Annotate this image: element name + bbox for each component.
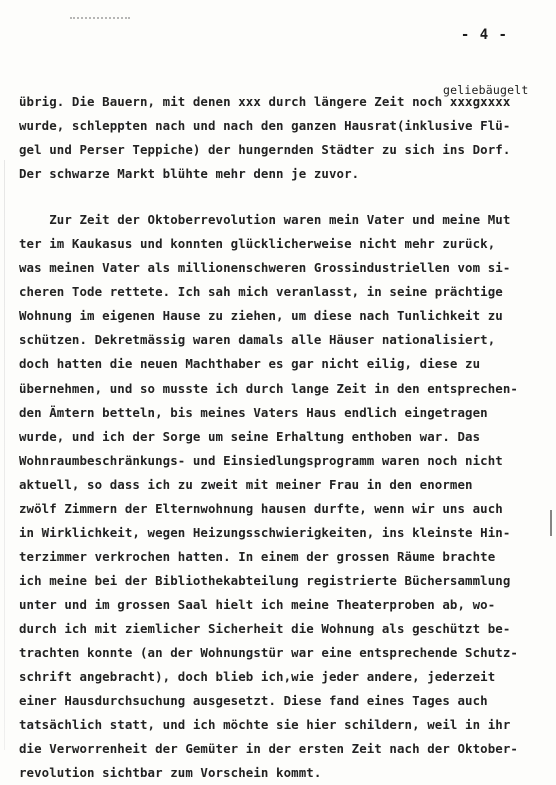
text-line: die Verworrenheit der Gemüter in der ersten Zeit nach der Oktober- <box>19 741 518 757</box>
text-line: Wohnung im eigenen Hause zu ziehen, um diese nach Tunlichkeit zu <box>19 308 503 324</box>
text-line: trachten konnte (an der Wohnungstür war eine entsprechende Schutz- <box>19 645 518 661</box>
text-line: cheren Tode rettete. Ich sah mich veranlasst, in seine prächtige <box>19 284 503 300</box>
text-line: ich meine bei der Bibliothekabteilung registrierte Büchersammlung <box>19 572 511 588</box>
text-line: wurde, und ich der Sorge um seine Erhaltung enthoben war. Das <box>19 428 481 444</box>
text-line <box>19 186 549 208</box>
text-line: terzimmer verkrochen hatten. In einem der grossen Räume brachte <box>19 548 496 564</box>
text-line: durch ich mit ziemlicher Sicherheit die Wohnung als geschützt be- <box>19 620 511 636</box>
text-line: übrig. Die Bauern, mit denen xxx durch längere Zeit noch xxxgxxxx <box>19 94 511 109</box>
text-line: übernehmen, und so musste ich durch lange Zeit in den entsprechen- <box>19 380 518 396</box>
page-top-smudge <box>70 17 130 22</box>
left-margin-shadow <box>4 160 5 750</box>
text-line: zwölf Zimmern der Elternwohnung hausen durfte, wenn wir uns auch <box>19 500 503 516</box>
text-line: tatsächlich statt, und ich möchte sie hier schildern, weil in ihr <box>19 717 511 733</box>
text-line: revolution sichtbar zum Vorschein kommt. <box>19 765 322 781</box>
text-line: ter im Kaukasus und konnten glücklicherweise nicht mehr zurück, <box>19 236 496 252</box>
text-line: den Ämtern betteln, bis meines Vaters Haus endlich eingetragen <box>19 404 488 420</box>
text-line: Wohnraumbeschränkungs- und Einsiedlungsprogramm waren noch nicht <box>19 452 503 468</box>
body-text <box>19 90 549 785</box>
text-line: Zur Zeit der Oktoberrevolution waren mein Vater und meine Mut <box>19 212 511 228</box>
text-line: was meinen Vater als millionenschweren Grossindustriellen vom si- <box>19 260 511 276</box>
text-line: wurde, schleppten nach und nach den ganzen Hausrat(inklusive Flü- <box>19 118 511 134</box>
text-line: einer Hausdurchsuchung ausgesetzt. Diese fand eines Tages auch <box>19 693 488 709</box>
text-line: schrift angebracht), doch blieb ich,wie jeder andere, jederzeit <box>19 669 496 685</box>
text-line: in Wirklichkeit, wegen Heizungsschwierigkeiten, ins kleinste Hin- <box>19 524 511 540</box>
text-line: unter und im grossen Saal hielt ich meine Theaterproben ab, wo- <box>19 596 496 612</box>
text-line: Der schwarze Markt blühte mehr denn je zuvor. <box>19 166 360 182</box>
interlinear-correction: geliebäugelt <box>443 83 529 97</box>
text-line: doch hatten die neuen Machthaber es gar nicht eilig, diese zu <box>19 356 481 372</box>
text-line: schützen. Dekretmässig waren damals alle Häuser nationalisiert, <box>19 332 496 348</box>
text-line: aktuell, so dass ich zu zweit mit meiner Frau in den enormen <box>19 476 473 492</box>
right-margin-mark <box>550 510 552 536</box>
text-line: gel und Perser Teppiche) der hungernden Städter zu sich ins Dorf. <box>19 142 511 158</box>
page-number: - 4 - <box>460 27 508 43</box>
